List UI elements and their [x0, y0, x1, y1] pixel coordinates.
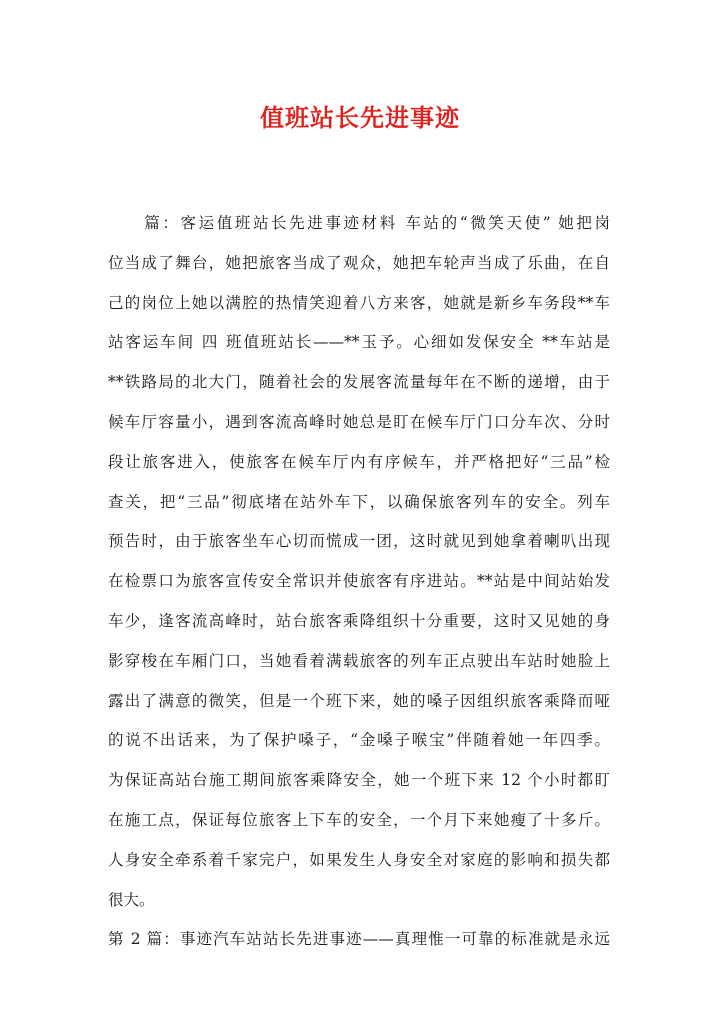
body-line: 在检票口为旅客宣传安全常识并使旅客有序进站。**站是中间站始发: [108, 572, 610, 591]
body-line: 很大。: [108, 890, 155, 909]
body-line: 篇：客运值班站长先进事迹材料 车站的“微笑天使” 她把岗: [108, 214, 610, 232]
body-line: 位当成了舞台，她把旅客当成了观众，她把车轮声当成了乐曲，在自: [108, 253, 610, 272]
body-line: 在施工点，保证每位旅客上下车的安全，一个月下来她瘦了十多斤。: [108, 810, 610, 829]
body-line: 车少，逢客流高峰时，站台旅客乘降组织十分重要，这时又见她的身: [108, 611, 610, 630]
body-line: 为保证高站台施工期间旅客乘降安全，她一个班下来 12 个小时都盯: [108, 771, 610, 790]
body-line: 露出了满意的微笑，但是一个班下来，她的嗓子因组织旅客乘降而哑: [108, 691, 610, 710]
section-heading-line: 第 2 篇：事迹汽车站站长先进事迹——真理惟一可靠的标准就是永远: [108, 930, 610, 949]
body-line: 候车厅容量小，遇到客流高峰时她总是盯在候车厅门口分车次、分时: [108, 412, 610, 431]
body-line: 的说不出话来，为了保护嗓子，“金嗓子喉宝”伴随着她一年四季。: [108, 731, 610, 750]
body-line: 站客运车间 四 班值班站长——**玉予。心细如发保安全 **车站是: [108, 333, 610, 352]
body-line: 预告时，由于旅客坐车心切而慌成一团，这时就见到她拿着喇叭出现: [108, 532, 610, 551]
body-line: **铁路局的北大门，随着社会的发展客流量每年在不断的递增，由于: [108, 373, 610, 392]
document-title: 值班站长先进事迹: [260, 104, 460, 132]
body-line: 影穿梭在车厢门口，当她看着满载旅客的列车正点驶出车站时她脸上: [108, 651, 610, 670]
body-line: 人身安全牵系着千家完户，如果发生人身安全对家庭的影响和损失都: [108, 850, 610, 869]
document-body: [108, 204, 610, 960]
body-line: 段让旅客进入，使旅客在候车厅内有序候车，并严格把好“三品”检: [108, 452, 610, 471]
body-line: 己的岗位上她以满腔的热情笑迎着八方来客，她就是新乡车务段**车: [108, 293, 610, 312]
body-line: 查关，把“三品”彻底堵在站外车下，以确保旅客列车的安全。列车: [108, 492, 610, 511]
